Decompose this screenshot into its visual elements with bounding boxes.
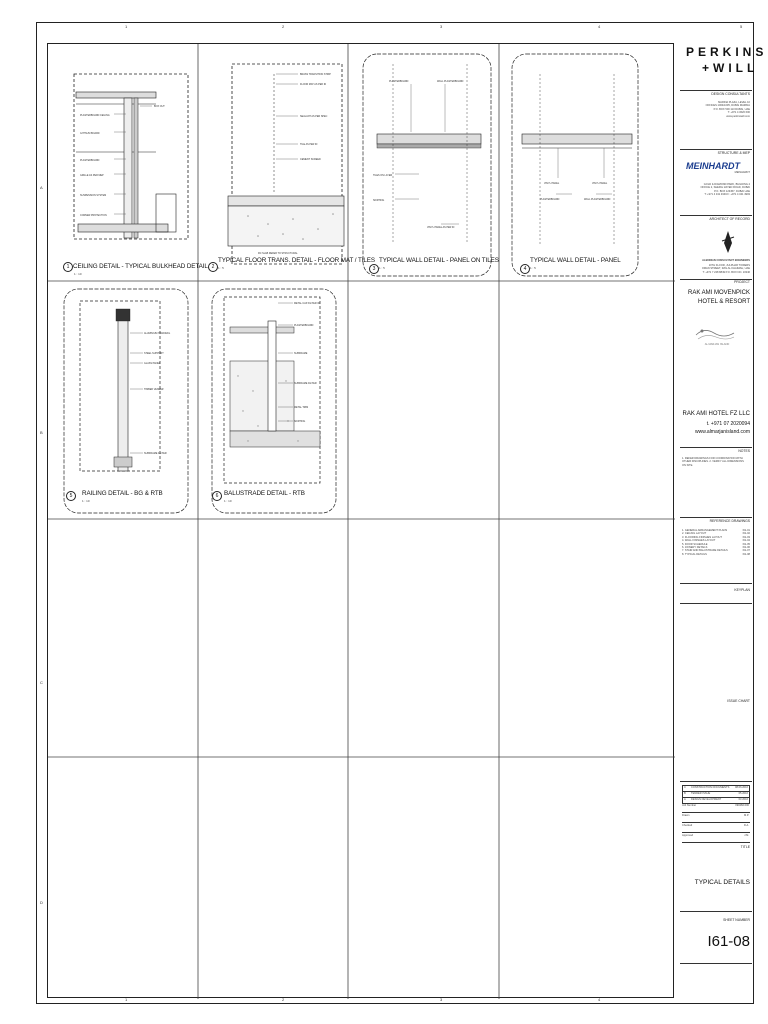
svg-text:WALL PLASTERBOARD: WALL PLASTERBOARD — [584, 198, 611, 201]
grid-tick-top: 2 — [282, 24, 285, 29]
checked-value: D.A. — [743, 824, 749, 827]
notes-label: NOTES — [738, 449, 750, 453]
divider — [680, 215, 752, 216]
albonian-name: ALBONIAN CONSULTANT ENGINEERS — [702, 259, 750, 262]
divider — [680, 90, 752, 91]
svg-text:STEEL SUPPORT: STEEL SUPPORT — [144, 352, 164, 355]
client-name: RAK AMI HOTEL FZ LLC — [682, 411, 750, 417]
address-line: OFFICE 2, SHEIKH ZAYED ROAD, DUBAI — [700, 186, 750, 190]
firm-logo-line2: +WILL — [702, 61, 759, 75]
drawn-label: Drawn — [682, 814, 690, 817]
detail-floor-transition[interactable] — [198, 44, 375, 281]
svg-text:BOX OUT: BOX OUT — [154, 105, 165, 108]
svg-text:TILES ON LAYER: TILES ON LAYER — [373, 174, 393, 177]
svg-text:ALUMINIUM HANDRAIL: ALUMINIUM HANDRAIL — [144, 332, 171, 335]
svg-text:SUBFRAME AS PER: SUBFRAME AS PER — [144, 452, 167, 455]
detail-number: 4 — [520, 264, 530, 274]
sheet-title: TYPICAL DETAILS — [694, 879, 750, 886]
svg-text:METAL CAP AS PER ID: METAL CAP AS PER ID — [294, 302, 320, 305]
detail-number: 6 — [212, 491, 222, 501]
detail-title: TYPICAL WALL DETAIL - PANEL — [530, 257, 621, 264]
grid-tick-top: 3 — [440, 24, 443, 29]
divider — [680, 781, 752, 782]
reference-drawings-list — [682, 529, 750, 556]
detail-number: 3 — [369, 264, 379, 274]
grid-tick-side: C — [40, 680, 43, 685]
keyplan-label: KEYPLAN — [734, 588, 750, 592]
approved-label: Approved — [682, 834, 694, 837]
detail-scale: 1 : 10 — [82, 499, 90, 503]
address-line: 10TH FLOOR, JULPHAR TOWERS — [708, 264, 750, 267]
approved-row — [682, 834, 750, 843]
ceiling-bulkhead-drawing — [48, 44, 198, 281]
client-logo-text: AL MARJAN ISLAND — [704, 343, 730, 346]
title-block — [680, 43, 768, 998]
sheet-number-label: SHEET NUMBER — [723, 918, 750, 922]
address-line: OMAN STREET, RAS AL KHAIMAH, UAE — [701, 267, 750, 271]
project-name-line2: HOTEL & RESORT — [697, 299, 750, 305]
svg-text:SUSPENSION SYSTEM: SUSPENSION SYSTEM — [80, 194, 107, 197]
client-website-text[interactable]: www.almarjanisland.com — [694, 429, 750, 435]
detail-number: 2 — [208, 262, 218, 272]
svg-text:GYPSUM BOARD: GYPSUM BOARD — [80, 132, 100, 135]
detail-title: RAILING DETAIL - BG & RTB — [82, 490, 163, 497]
divider — [680, 447, 752, 448]
divider — [680, 517, 752, 518]
detail-title: TYPICAL WALL DETAIL - PANEL ON TILES — [379, 257, 499, 264]
wall-panel-on-tiles-drawing — [349, 44, 500, 281]
grid-tick-top: 5 — [740, 24, 743, 29]
detail-number: 1 — [63, 262, 73, 272]
detail-title: BALUSTRADE DETAIL - RTB — [224, 490, 305, 497]
meinhardt-sub: MEINHARDT — [734, 171, 750, 174]
drawn-value: M.P. — [744, 814, 749, 817]
svg-text:SKIRTING: SKIRTING — [294, 420, 306, 423]
address-line: www.perkinswill.com — [726, 114, 750, 118]
meinhardt-logo: MEINHARDT — [686, 161, 740, 171]
address-line: GOLD & DIAMOND PARK, BUILDING 4 — [703, 183, 750, 186]
svg-text:PLASTERBOARD: PLASTERBOARD — [540, 198, 560, 201]
project-name-line1: RAK AMI MOVENPICK — [687, 290, 750, 296]
drawn-row — [682, 814, 750, 823]
structure-mep-label: STRUCTURE & MEP — [717, 151, 750, 155]
railing-drawing — [48, 281, 198, 518]
svg-text:SUBFRAME AS PER: SUBFRAME AS PER — [294, 382, 317, 385]
divider — [680, 963, 752, 964]
approved-value: J.M. — [744, 834, 749, 837]
grid-tick-bottom: 3 — [440, 997, 443, 1002]
address-line: P.O. BOX 123457, DUBAI UAE — [714, 189, 750, 193]
address-line: T: +971 7 228 8849 P.O. BOX NO. 10346 — [702, 270, 750, 274]
address-line: T: +971 4 341 4994 F: +971 4 341 4993 — [704, 193, 750, 197]
job-number-row — [682, 804, 750, 813]
reference-row: 8. TYPICAL DETAILS I61-08 — [682, 552, 750, 556]
reference-row: 1. GENERAL ARRANGEMENT PLANS I61-01 — [682, 529, 750, 532]
grid-tick-side: A — [40, 185, 43, 190]
issue-row: A DESIGN DEVELOPMENT 03.2016 — [684, 798, 748, 801]
albonian-address — [680, 264, 750, 274]
divider — [680, 603, 752, 604]
reference-row: 6. JOINERY DETAILS I61-06 — [682, 546, 750, 550]
svg-text:METAL TRIM: METAL TRIM — [294, 406, 309, 409]
client-phone: t. +971 07 2020094 — [706, 421, 750, 427]
grid-tick-top: 4 — [598, 24, 601, 29]
design-consultants-label: DESIGN CONSULTANTS — [711, 92, 750, 96]
reference-drawings-label: REFERENCE DRAWINGS — [709, 519, 750, 523]
meinhardt-address — [680, 183, 750, 197]
svg-text:TILE AS PER ID: TILE AS PER ID — [300, 143, 318, 146]
grid-tick-bottom: 1 — [125, 997, 128, 1002]
grid-tick-bottom: 4 — [598, 997, 601, 1002]
svg-text:BRASS TRANSITION STRIP: BRASS TRANSITION STRIP — [300, 73, 331, 76]
divider — [680, 583, 752, 584]
detail-ceiling-bulkhead[interactable] — [48, 44, 208, 281]
firm-address — [680, 101, 750, 118]
wall-panel-drawing — [500, 44, 650, 281]
job-number-value: 090282.000 — [735, 804, 749, 807]
svg-text:WALL PLASTERBOARD: WALL PLASTERBOARD — [437, 80, 464, 83]
reference-row: 2. CEILING LAYOUT I61-02 — [682, 532, 750, 536]
detail-title: CEILING DETAIL - TYPICAL BULKHEAD DETAIL — [73, 263, 208, 270]
svg-text:GRILLE AS PER MEP: GRILLE AS PER MEP — [80, 174, 104, 177]
grid-tick-top: 1 — [125, 24, 128, 29]
address-line: T: +971 4 3620 600 — [727, 111, 750, 115]
svg-text:SUBFRAME: SUBFRAME — [294, 352, 308, 355]
reference-row: 7. STAIR AND BALUSTRADE DETAILS I61-07 — [682, 549, 750, 553]
reference-row: 4. WALL FINISHES LAYOUT I61-04 — [682, 539, 750, 543]
reference-row: 3. FLOORING FINISHES LAYOUT I61-03 — [682, 535, 750, 539]
detail-scale: 1 : 5 — [379, 266, 385, 270]
svg-text:SEALANT AS PER SPEC: SEALANT AS PER SPEC — [300, 115, 328, 118]
grid-tick-side: B — [40, 430, 43, 435]
detail-wall-panel[interactable] — [500, 44, 650, 281]
firm-logo-line1: PERKINS — [686, 45, 768, 59]
title-label: TITLE — [740, 845, 750, 849]
svg-text:RC SLAB REFER TO STRUCTURAL: RC SLAB REFER TO STRUCTURAL — [258, 252, 298, 255]
issue-row: B TENDER ISSUE 05.2016 — [683, 792, 749, 798]
detail-number: 5 — [66, 491, 76, 501]
svg-text:TIMBER VENEER: TIMBER VENEER — [144, 388, 164, 391]
svg-text:VINYL PANEL AS PER ID: VINYL PANEL AS PER ID — [427, 226, 455, 229]
albonian-logo-icon — [720, 227, 736, 255]
floor-transition-drawing — [198, 44, 349, 281]
detail-scale: 1 : 5 — [218, 266, 224, 270]
address-line: P.O. BOX 500 113 DUBAI, UAE — [713, 107, 750, 111]
svg-text:VINYL PANEL: VINYL PANEL — [592, 182, 608, 185]
checked-label: Checked — [682, 824, 693, 827]
checked-row — [682, 824, 750, 833]
detail-scale: 1 : 10 — [74, 272, 82, 276]
client-website[interactable] — [680, 429, 750, 435]
balustrade-drawing — [198, 281, 349, 518]
issue-table — [682, 785, 750, 804]
sheet-number: I61-08 — [707, 933, 750, 950]
svg-text:VINYL PANEL: VINYL PANEL — [544, 182, 560, 185]
grid-tick-side: D — [40, 900, 43, 905]
svg-text:CORNER PROTECTION: CORNER PROTECTION — [80, 214, 107, 217]
svg-text:CEMENT SCREED: CEMENT SCREED — [300, 158, 321, 161]
divider — [680, 149, 752, 150]
project-label: PROJECT — [734, 280, 750, 284]
detail-railing[interactable] — [48, 281, 198, 518]
address-line: MARINA PLAZA, LEVEL 10 — [718, 101, 750, 104]
svg-text:PLASTERBOARD: PLASTERBOARD — [294, 324, 314, 327]
detail-wall-panel-on-tiles[interactable] — [349, 44, 500, 281]
notes-text: 1. REFER DRAWINGS FOR COORDINATION WITH OTHER DISCIPLINES. 2. VERIFY ALL DIMENSIONS ON SITE. — [682, 457, 744, 467]
job-number-label: Job Number — [682, 804, 697, 807]
svg-text:SKIRTING: SKIRTING — [373, 199, 385, 202]
svg-text:PLASTERBOARD: PLASTERBOARD — [80, 159, 100, 162]
detail-scale: 1 : 5 — [530, 266, 536, 270]
svg-text:FLOOR MAT AS PER ID: FLOOR MAT AS PER ID — [300, 83, 327, 86]
architect-of-record-label: ARCHITECT OF RECORD — [709, 217, 750, 221]
detail-title: TYPICAL FLOOR TRANS. DETAIL - FLOOR MAT / TILES — [218, 257, 375, 264]
address-line: OFFICES 1004/1005, DUBAI MARINA — [705, 104, 750, 108]
detail-scale: 1 : 10 — [224, 499, 232, 503]
svg-text:GLASS PANEL: GLASS PANEL — [144, 362, 161, 365]
svg-text:PLASTERBOARD CEILING: PLASTERBOARD CEILING — [80, 114, 110, 117]
divider — [680, 911, 752, 912]
reference-row: 5. DOOR SCHEDULE I61-05 — [682, 542, 750, 546]
grid-tick-bottom: 2 — [282, 997, 285, 1002]
issue-chart-label: ISSUE CHART — [727, 699, 750, 703]
detail-balustrade[interactable] — [198, 281, 349, 518]
svg-text:PLASTERBOARD: PLASTERBOARD — [389, 80, 409, 83]
issue-row: C CONSTRUCTION DOCUMENTS 08.06.2016 — [683, 786, 749, 792]
